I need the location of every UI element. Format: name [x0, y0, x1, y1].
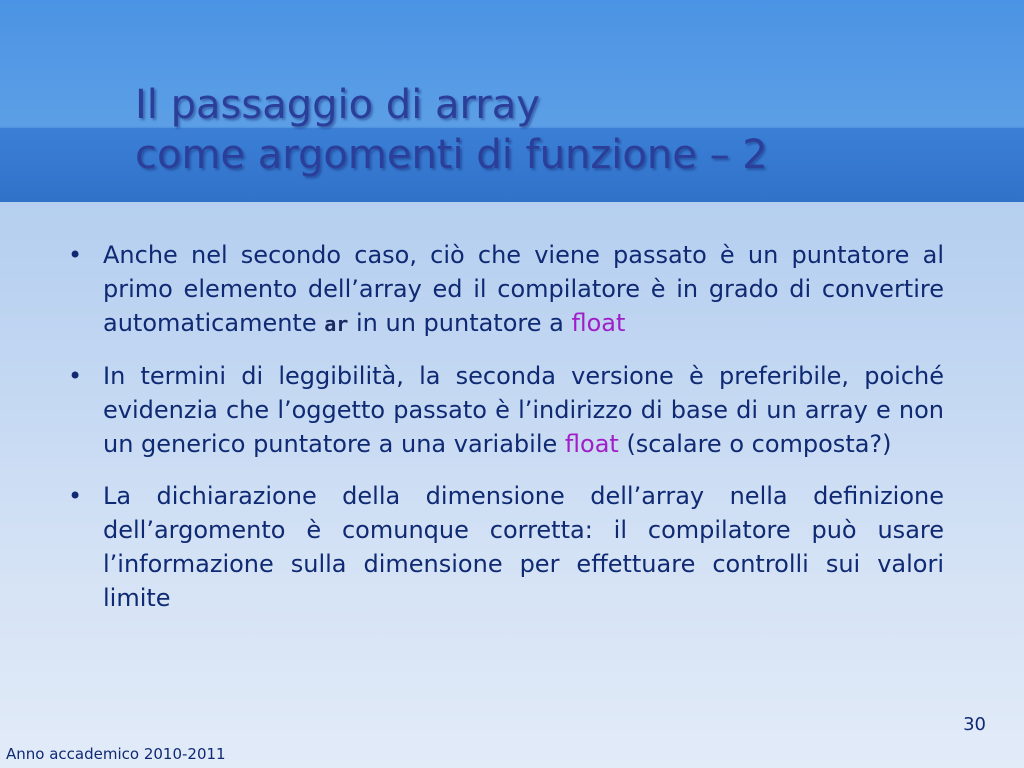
page-number: 30: [963, 714, 986, 735]
bullet-item-3: [68, 479, 944, 615]
bullet-marker: •: [68, 482, 83, 510]
bullet-3-text-a: La dichiarazione della dimensione dell’array nella definizione dell’argomento è comunque corretta: il compilatore può usare l’informazione sulla dimensione per effettuare controlli sui valori limite: [103, 482, 944, 612]
bullet-2-highlight: float: [564, 430, 619, 458]
bullet-2-text-b: (scalare o composta?): [618, 430, 892, 458]
bullet-item-1: [68, 238, 944, 341]
bullet-1-text-b: in un puntatore a: [348, 309, 572, 337]
footer-academic-year: Anno accademico 2010-2011: [6, 745, 226, 763]
title-line-2: come argomenti di funzione – 2: [135, 132, 768, 178]
bullet-marker: •: [68, 241, 83, 269]
bullet-1-highlight: float: [571, 309, 626, 337]
bullet-item-2: [68, 359, 944, 461]
slide-title: [135, 80, 768, 180]
bullet-marker: •: [68, 362, 83, 390]
bullet-2-text-a: In termini di leggibilità, la seconda versione è preferibile, poiché evidenzia che l’oggetto passato è l’indirizzo di base di un array e non un generico puntatore a una variabile: [103, 362, 944, 458]
bullet-1-code: ar: [324, 312, 349, 336]
title-line-1: Il passaggio di array: [135, 82, 540, 128]
bullet-1-text-a: Anche nel secondo caso, ciò che viene passato è un puntatore al primo elemento dell’array ed il compilatore è in grado di convertire automaticamente: [103, 241, 944, 337]
bullet-list: [68, 238, 944, 633]
